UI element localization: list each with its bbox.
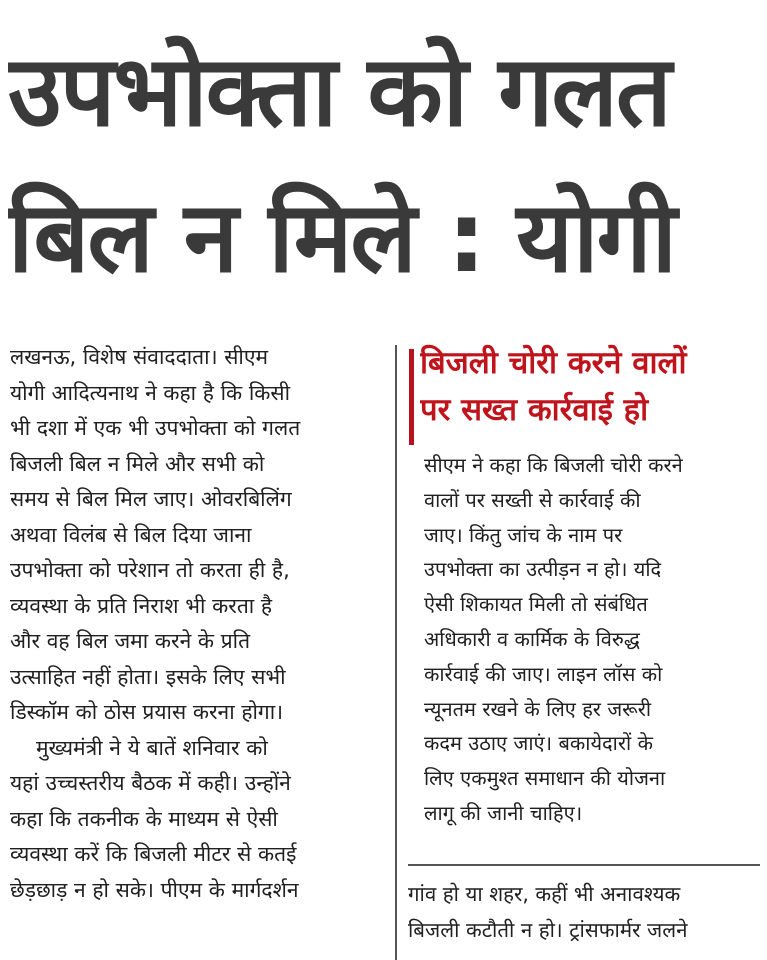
column-divider [395,345,397,960]
article-line: यहां उच्चस्तरीय बैठक में कही। उन्होंने [10,771,291,795]
article-line: डिस्कॉम को ठोस प्रयास करना होगा। [10,700,284,724]
article-line: बिजली बिल न मिले और सभी को [10,451,265,476]
subhead-marker [409,349,414,445]
continuation-line: बिजली कटौती न हो। ट्रांसफार्मर जलने [408,918,688,942]
article-line: समय से बिल मिल जाए। ओवरबिलिंग [10,487,292,511]
box-body [420,448,762,831]
box-line: कदम उठाए जाएं। बकायेदारों के [424,731,653,756]
article-line: भी दशा में एक भी उपभोक्ता को गलत [10,416,301,440]
box-line: न्यूनतम रखने के लिए हर जरूरी [424,696,652,721]
article-line: और वह बिल जमा करने के प्रति [10,629,251,653]
article-line: योगी आदित्यनाथ ने कहा है कि किसी [10,380,291,405]
article-continuation [408,876,763,948]
article-line: मुख्यमंत्री ने ये बातें शनिवार को [36,735,268,760]
headline-line-2: बिल न मिले : योगी [8,181,676,295]
box-bottom-rule [408,864,760,866]
article-line: कहा कि तकनीक के माध्यम से ऐसी [10,806,278,831]
continuation-line: गांव हो या शहर, कहीं भी अनावश्यक [408,882,681,906]
box-line: उपभोक्ता का उत्पीड़न न हो। यदि [424,557,662,582]
article-line: अथवा विलंब से बिल दिया जाना [10,522,252,547]
box-subhead-line-2: पर सख्त कार्रवाई हो [420,392,649,428]
article-line: छेड़छाड़ न हो सके। पीएम के मार्गदर्शन [10,877,299,902]
box-line: सीएम ने कहा कि बिजली चोरी करने [424,453,683,477]
sidebar-box [420,340,762,831]
headline-line-1: उपभोक्ता को गलत [8,35,670,149]
box-line: ऐसी शिकायत मिली तो संबंधित [424,592,648,617]
article-line: उत्साहित नहीं होता। इसके लिए सभी [10,664,286,689]
box-line: लिए एकमुश्त समाधान की योजना [424,766,666,791]
box-line: अधिकारी व कार्मिक के विरुद्ध [424,626,640,651]
article-line: व्यवस्था के प्रति निराश भी करता है [10,593,273,618]
box-subhead-line-1: बिजली चोरी करने वालों [420,345,687,381]
article-body [10,340,372,908]
box-line: लागू की जानी चाहिए। [424,800,583,825]
box-line: कार्रवाई की जाए। लाइन लॉस को [424,661,663,686]
article-line: लखनऊ, विशेष संवाददाता। सीएम [10,345,269,369]
article-line: उपभोक्ता को परेशान तो करता ही है, [10,558,290,582]
box-line: वालों पर सख्ती से कार्रवाई की [424,487,641,512]
article-line: व्यवस्था करें कि बिजली मीटर से कतई [10,842,297,866]
box-line: जाए। किंतु जांच के नाम पर [424,522,623,547]
